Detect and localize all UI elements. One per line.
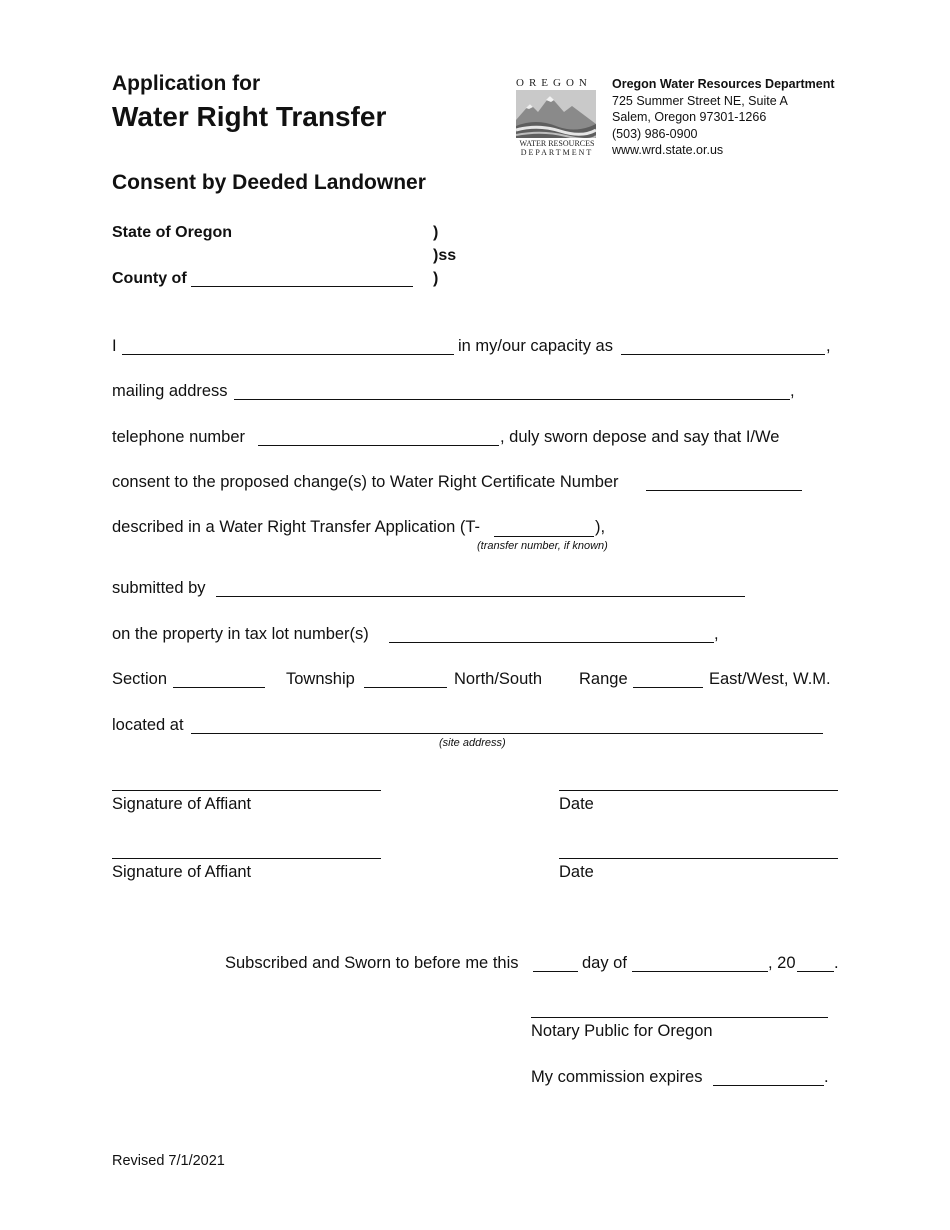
telephone-label: telephone number bbox=[112, 428, 246, 446]
date-label-2: Date bbox=[559, 863, 594, 881]
date-line-2[interactable] bbox=[559, 858, 838, 859]
affiant-prefix: I bbox=[112, 337, 117, 355]
notary-day-field[interactable] bbox=[533, 971, 578, 972]
north-south-label: North/South bbox=[454, 670, 543, 688]
commission-period: . bbox=[824, 1068, 829, 1086]
logo-sub-1: WATER RESOURCES bbox=[519, 139, 595, 148]
transfer-number-field[interactable] bbox=[494, 536, 594, 537]
sworn-text: Subscribed and Sworn to before me this bbox=[225, 954, 519, 972]
taxlot-label: on the property in tax lot number(s) bbox=[112, 625, 369, 643]
page-title: Water Right Transfer bbox=[112, 101, 387, 132]
section-field[interactable] bbox=[173, 687, 265, 688]
site-address-field[interactable] bbox=[191, 733, 823, 734]
consent-text: consent to the proposed change(s) to Water Right Certificate Number bbox=[112, 473, 619, 491]
notary-month-field[interactable] bbox=[632, 971, 768, 972]
county-field[interactable] bbox=[191, 286, 413, 287]
transfer-number-hint: (transfer number, if known) bbox=[477, 540, 608, 552]
submitted-label: submitted by bbox=[112, 579, 206, 597]
taxlot-field[interactable] bbox=[389, 642, 714, 643]
mountain-river-icon bbox=[516, 90, 596, 138]
east-west-label: East/West, W.M. bbox=[709, 670, 831, 688]
agency-phone: (503) 986-0900 bbox=[612, 126, 698, 141]
telephone-field[interactable] bbox=[258, 445, 499, 446]
certificate-number-field[interactable] bbox=[646, 490, 802, 491]
mailing-label: mailing address bbox=[112, 382, 228, 400]
day-of-label: day of bbox=[582, 954, 627, 972]
agency-street: 725 Summer Street NE, Suite A bbox=[612, 93, 788, 108]
range-field[interactable] bbox=[633, 687, 703, 688]
logo-wordmark: OREGON bbox=[516, 77, 592, 89]
township-label: Township bbox=[286, 670, 355, 688]
year-period: . bbox=[834, 954, 839, 972]
township-field[interactable] bbox=[364, 687, 447, 688]
located-label: located at bbox=[112, 716, 184, 734]
affiant-signature-line-2[interactable] bbox=[112, 858, 381, 859]
section-label: Section bbox=[112, 670, 168, 688]
date-line-1[interactable] bbox=[559, 790, 838, 791]
agency-website: www.wrd.state.or.us bbox=[612, 143, 724, 158]
capacity-comma: , bbox=[826, 337, 831, 355]
affiant-signature-label-2: Signature of Affiant bbox=[112, 863, 252, 881]
mailing-comma: , bbox=[790, 382, 795, 400]
notary-label: Notary Public for Oregon bbox=[531, 1022, 713, 1040]
capacity-field[interactable] bbox=[621, 354, 825, 355]
site-address-hint: (site address) bbox=[439, 737, 506, 749]
notary-year-field[interactable] bbox=[797, 971, 834, 972]
agency-address bbox=[612, 76, 835, 159]
subtitle: Consent by Deeded Landowner bbox=[112, 171, 426, 194]
affiant-name-field[interactable] bbox=[122, 354, 454, 355]
range-label: Range bbox=[579, 670, 628, 688]
title-line-1: Application for bbox=[112, 72, 261, 95]
taxlot-comma: , bbox=[714, 625, 719, 643]
affiant-signature-line-1[interactable] bbox=[112, 790, 381, 791]
agency-city: Salem, Oregon 97301-1266 bbox=[612, 110, 767, 125]
state-label: State of Oregon bbox=[112, 224, 233, 241]
revised-date: Revised 7/1/2021 bbox=[112, 1153, 225, 1169]
agency-logo bbox=[516, 77, 598, 157]
commission-label: My commission expires bbox=[531, 1068, 703, 1086]
commission-expiry-field[interactable] bbox=[713, 1085, 824, 1086]
year-prefix: , 20 bbox=[768, 954, 796, 972]
mailing-address-field[interactable] bbox=[234, 399, 790, 400]
described-close: ), bbox=[595, 518, 606, 536]
sworn-depose-text: , duly sworn depose and say that I/We bbox=[500, 428, 780, 446]
paren-3: ) bbox=[433, 270, 439, 287]
paren-1: ) bbox=[433, 224, 439, 241]
described-text: described in a Water Right Transfer Application (T- bbox=[112, 518, 481, 536]
capacity-label: in my/our capacity as bbox=[458, 337, 613, 355]
county-label: County of bbox=[112, 270, 187, 287]
notary-signature-line[interactable] bbox=[531, 1017, 828, 1018]
submitted-by-field[interactable] bbox=[216, 596, 745, 597]
affiant-signature-label-1: Signature of Affiant bbox=[112, 795, 252, 813]
agency-name: Oregon Water Resources Department bbox=[612, 77, 835, 91]
date-label-1: Date bbox=[559, 795, 594, 813]
paren-ss: )ss bbox=[433, 247, 457, 264]
logo-sub-2: DEPARTMENT bbox=[520, 147, 594, 157]
